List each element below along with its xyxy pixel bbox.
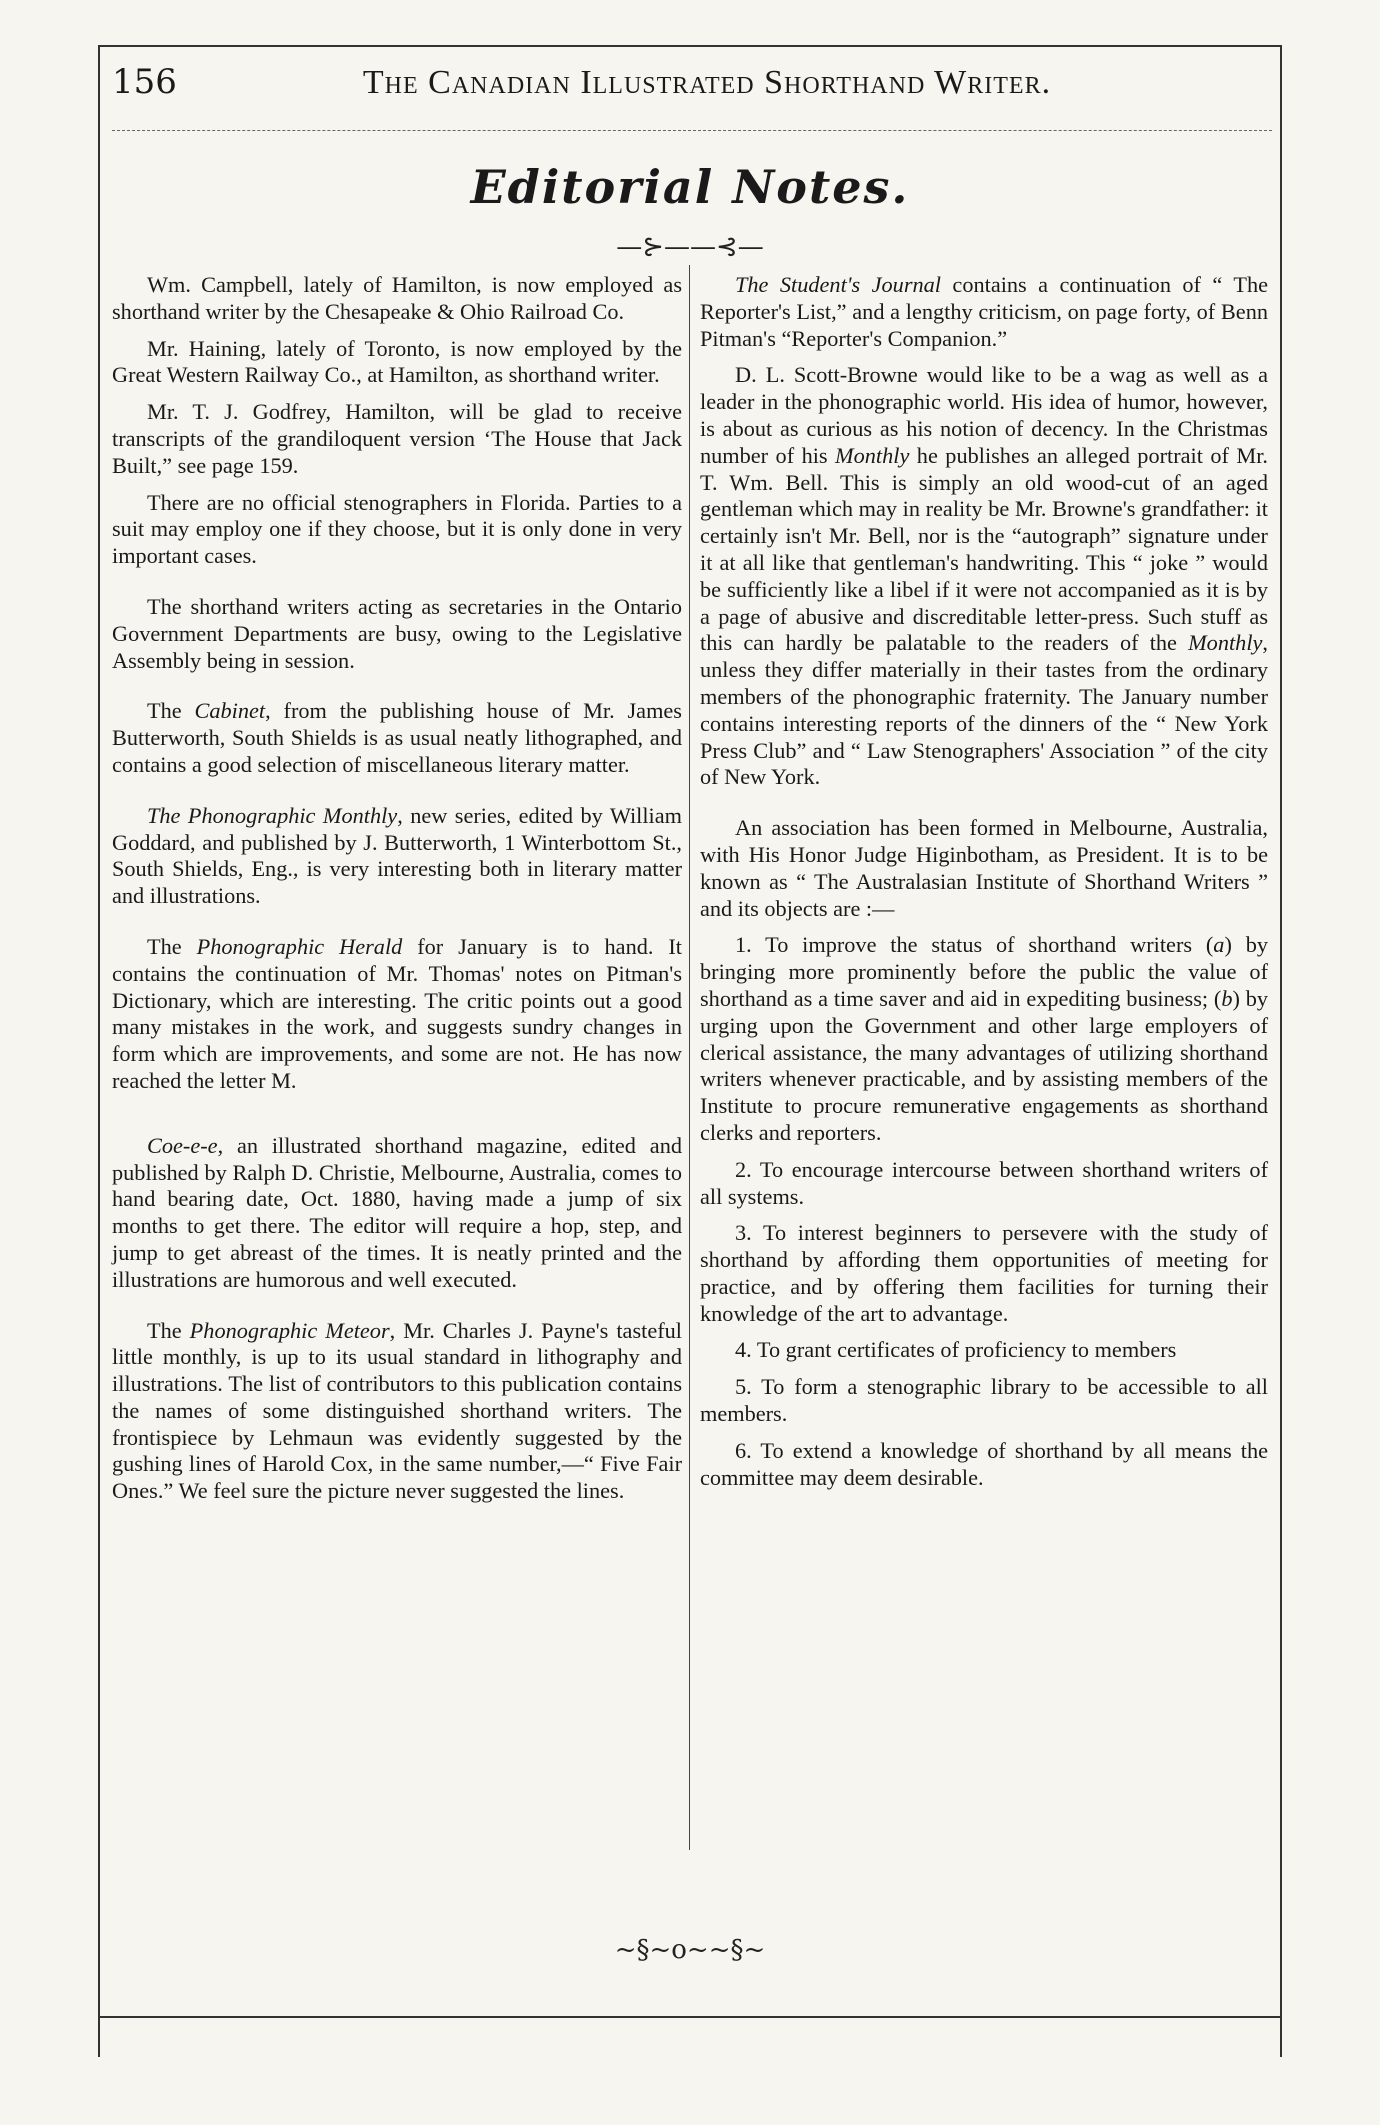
paragraph-text: Mr. Haining, lately of Toronto, is now employed by the Great Western Railway Co., at Hamilton, as shorthand writer. xyxy=(112,335,682,388)
paragraph xyxy=(700,272,1268,352)
paragraph-text: for January is to hand. It contains the continuation of Mr. Thomas' notes on Pitman's Dictionary, which are interesting. The critic points out a good many mistakes in the work, and suggests sundry changes in form which are improvements, and some are not. He has now reached the letter M. xyxy=(112,933,682,1093)
paragraph-text: , from the publishing house of Mr. James Butterworth, South Shields is as usual neatly lithographed, and contains a good selection of miscellaneous literary matter. xyxy=(112,698,682,777)
italic-title: b xyxy=(1221,985,1233,1011)
paragraph-text: 1. To improve the status of shorthand writers ( xyxy=(735,932,1214,958)
paragraph xyxy=(700,1157,1268,1211)
paragraph xyxy=(112,934,682,1095)
paragraph xyxy=(700,932,1268,1146)
paragraph xyxy=(700,362,1268,791)
column-divider xyxy=(689,265,690,1850)
paragraph xyxy=(700,815,1268,922)
paragraph xyxy=(700,1374,1268,1428)
paragraph xyxy=(112,1133,682,1294)
bottom-ornament: ~§~o~~§~ xyxy=(614,1935,766,1965)
paragraph xyxy=(112,803,682,910)
paragraph-text: Wm. Campbell, lately of Hamilton, is now employed as shorthand writer by the Chesapeake & Ohio Railroad Co. xyxy=(112,272,682,324)
paragraph-text: , unless they differ materially in their tastes from the ordinary members of the phonographic fraternity. The January number contains interesting reports of the dinners of the “ New York Press Club” and “ Law Stenographers' Association ” of the city of New York. xyxy=(700,630,1268,790)
paragraph-text: The xyxy=(147,698,195,724)
section-title: Editorial Notes. xyxy=(470,160,910,214)
paragraph xyxy=(112,272,682,326)
paragraph-text: The xyxy=(147,1317,190,1343)
paragraph xyxy=(112,1318,682,1506)
paragraph-text: contains a continuation of “ The Reporter's List,” and a lengthy criticism, on page forty, of Benn Pitman's “Reporter's Companion.” xyxy=(700,272,1268,351)
paragraph-text: , Mr. Charles J. Payne's tasteful little monthly, is up to its usual standard in lithography and illustrations. The list of contributors to this publication contains the names of some distinguished shorthand writers. The frontispiece by Lehmaun was evidently suggested by the gushing lines of Harold Cox, in the same number,—“ Five Fair Ones.” We feel sure the picture never suggested the lines. xyxy=(112,1317,682,1504)
paragraph xyxy=(112,698,682,778)
paragraph-text: 6. To extend a knowledge of shorthand by all means the committee may deem desirable. xyxy=(700,1437,1268,1490)
paragraph-text: he publishes an alleged portrait of Mr. T. Wm. Bell. This is simply an old wood-cut of an aged gentleman which may in reality be Mr. Browne's grandfather: it certainly isn't Mr. Bell, nor is the “autograph” signature under it at all like that gentleman's handwriting. This “ joke ” would be sufficiently like a libel if it were not accompanied as it is by a page of abusive and discreditable letter-press. Such stuff as this can hardly be palatable to the readers of the xyxy=(700,442,1268,656)
paragraph xyxy=(112,399,682,479)
left-column xyxy=(112,272,682,1515)
italic-title: Monthly xyxy=(1188,630,1263,656)
paragraph-text: ) by urging upon the Government and other large employers of clerical assistance, the many advantages of utilizing shorthand writers whenever practicable, and by assisting members of the Institute to procure remunerative engagements as shorthand clerks and reporters. xyxy=(700,985,1269,1145)
paragraph xyxy=(700,1220,1268,1327)
italic-title: Phonographic Herald xyxy=(196,933,403,959)
paragraph xyxy=(700,1337,1268,1364)
paragraph xyxy=(700,1438,1268,1492)
paragraph-text: The shorthand writers acting as secretaries in the Ontario Government Departments are busy, owing to the Legislative Assembly being in session. xyxy=(112,593,682,673)
paragraph xyxy=(112,594,682,674)
italic-title: Cabinet xyxy=(194,698,266,724)
page-number: 156 xyxy=(112,62,177,102)
italic-title: Coe-e-e xyxy=(147,1132,218,1158)
header-rule xyxy=(112,130,1272,131)
paragraph-text: Mr. T. J. Godfrey, Hamilton, will be glad to receive transcripts of the grandiloquent version ‘The House that Jack Built,” see page 159. xyxy=(112,399,682,478)
paragraph-text: 2. To encourage intercourse between shorthand writers of all systems. xyxy=(700,1156,1268,1209)
italic-title: a xyxy=(1213,932,1225,958)
paragraph-text: An association has been formed in Melbourne, Australia, with His Honor Judge Higinbotham, as President. It is to be known as “ The Australasian Institute of Shorthand Writers ” and its objects are :— xyxy=(700,815,1268,921)
paragraph-text: , an illustrated shorthand magazine, edited and published by Ralph D. Christie, Melbourne, Australia, comes to hand bearing date, Oct. 1880, having made a jump of six months to get there. The editor will require a hop, step, and jump to get abreast of the times. It is neatly printed and the illustrations are humorous and well executed. xyxy=(112,1132,682,1292)
top-ornament: —⊱——⊰— xyxy=(616,232,764,262)
paragraph-text: 3. To interest beginners to persevere with the study of shorthand by affording them opportunities of meeting for practice, and by offering them facilities for turning their knowledge of the art to advantage. xyxy=(700,1220,1268,1326)
italic-title: Monthly xyxy=(835,442,910,468)
paragraph-text: The xyxy=(147,933,197,959)
italic-title: Phonographic Meteor xyxy=(189,1317,390,1343)
paragraph-text: 5. To form a stenographic library to be accessible to all members. xyxy=(700,1374,1268,1427)
paragraph-text: There are no official stenographers in Florida. Parties to a suit may employ one if they choose, but it is only done in very important cases. xyxy=(112,489,682,569)
italic-title: The Student's Journal xyxy=(735,272,941,297)
running-title: The Canadian Illustrated Shorthand Writer. xyxy=(362,64,1052,101)
paragraph-text: ) by bringing more prominently before the public the value of shorthand as a time saver and aid in expediting business; ( xyxy=(700,932,1268,1011)
paragraph-text: D. L. Scott-Browne would like to be a wag as well as a leader in the phonographic world. His idea of humor, however, is about as curious as his notion of decency. In the Christmas number of his xyxy=(700,362,1268,468)
page-header xyxy=(112,62,1272,122)
paragraph xyxy=(112,336,682,390)
paragraph-text: , new series, edited by William Goddard, and published by J. Butterworth, 1 Winterbottom St., South Shields, Eng., is very interesting both in literary matter and illustrations. xyxy=(112,802,682,909)
paragraph xyxy=(112,490,682,570)
italic-title: The Phonographic Monthly xyxy=(147,802,398,828)
frame-bottom-rule xyxy=(98,2016,1282,2018)
paragraph-text: 4. To grant certificates of proficiency to members xyxy=(735,1337,1177,1363)
right-column xyxy=(700,272,1268,1501)
